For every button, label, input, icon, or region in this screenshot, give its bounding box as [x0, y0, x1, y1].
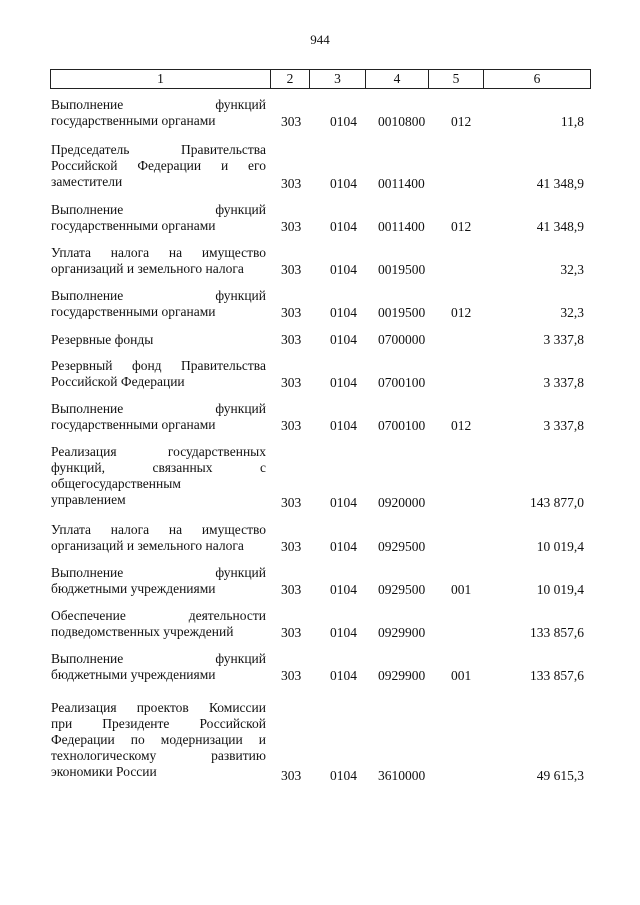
description-line: государственными органами: [51, 417, 216, 432]
cell-c6: 10 019,4: [536, 582, 584, 597]
cell-c3: 0104: [330, 625, 357, 640]
description-line: подведомственных учреждений: [51, 624, 234, 639]
cell-c2: 303: [281, 219, 302, 234]
cell-c6: 133 857,6: [530, 625, 584, 640]
row-description: [51, 522, 266, 554]
cell-c6: 41 348,9: [536, 176, 584, 191]
cell-c6: 32,3: [560, 262, 584, 277]
cell-c2: 303: [281, 114, 302, 129]
cell-c6: 133 857,6: [530, 668, 584, 683]
row-description: [51, 202, 266, 234]
cell-c2: 303: [281, 582, 302, 597]
cell-c4: 0011400: [378, 176, 425, 191]
cell-c2: 303: [281, 176, 302, 191]
cell-c3: 0104: [330, 539, 357, 554]
cell-c3: 0104: [330, 582, 357, 597]
cell-c3: 0104: [330, 495, 357, 510]
cell-c6: 143 877,0: [530, 495, 584, 510]
description-line: Реализация проектов Комиссии: [51, 700, 266, 715]
cell-c3: 0104: [330, 114, 357, 129]
description-line: Председатель Правительства: [51, 142, 266, 157]
cell-c3: 0104: [330, 332, 357, 347]
description-line: Выполнение функций: [51, 401, 266, 416]
cell-c6: 11,8: [560, 114, 584, 129]
row-description: [51, 358, 266, 390]
cell-c4: 0019500: [378, 305, 426, 320]
cell-c2: 303: [281, 625, 302, 640]
cell-c4: 0929900: [378, 625, 426, 640]
description-line: общегосударственным: [51, 476, 181, 491]
description-line: функций, связанных с: [51, 460, 266, 475]
header-col-3: 3: [310, 70, 366, 89]
page-number: 944: [310, 32, 330, 47]
description-line: Федерации по модернизации и: [51, 732, 266, 747]
cell-c4: 0929500: [378, 582, 426, 597]
row-description: [51, 401, 266, 433]
cell-c3: 0104: [330, 768, 357, 783]
cell-c5: 001: [451, 582, 472, 597]
cell-c6: 3 337,8: [543, 418, 584, 433]
cell-c2: 303: [281, 418, 302, 433]
cell-c2: 303: [281, 495, 302, 510]
description-line: Обеспечение деятельности: [51, 608, 266, 623]
cell-c3: 0104: [330, 668, 357, 683]
cell-c2: 303: [281, 332, 302, 347]
header-col-1: 1: [51, 70, 271, 89]
cell-c2: 303: [281, 305, 302, 320]
table-header: [50, 69, 591, 89]
description-line: Выполнение функций: [51, 565, 266, 580]
description-line: заместители: [51, 174, 123, 189]
header-col-4: 4: [366, 70, 429, 89]
description-line: государственными органами: [51, 113, 216, 128]
cell-c2: 303: [281, 539, 302, 554]
cell-c2: 303: [281, 262, 302, 277]
description-line: управлением: [51, 492, 126, 507]
description-line: Выполнение функций: [51, 202, 266, 217]
cell-c3: 0104: [330, 418, 357, 433]
cell-c2: 303: [281, 375, 302, 390]
cell-c6: 32,3: [560, 305, 584, 320]
cell-c4: 0011400: [378, 219, 425, 234]
row-description: [51, 288, 266, 320]
cell-c3: 0104: [330, 375, 357, 390]
header-col-6: 6: [484, 70, 591, 89]
cell-c4: 0929900: [378, 668, 426, 683]
cell-c2: 303: [281, 668, 302, 683]
cell-c3: 0104: [330, 219, 357, 234]
header-col-2: 2: [271, 70, 310, 89]
row-description: [51, 142, 266, 190]
cell-c3: 0104: [330, 262, 357, 277]
row-description: [51, 444, 266, 508]
cell-c5: 012: [451, 219, 472, 234]
description-line: при Президенте Российской: [51, 716, 266, 731]
description-line: экономики России: [51, 764, 157, 779]
cell-c4: 0929500: [378, 539, 426, 554]
cell-c6: 10 019,4: [536, 539, 584, 554]
description-line: государственными органами: [51, 218, 216, 233]
description-line: Резервный фонд Правительства: [51, 358, 266, 373]
description-line: Выполнение функций: [51, 97, 266, 112]
description-line: Российской Федерации и его: [51, 158, 266, 173]
row-description: [51, 700, 266, 780]
cell-c3: 0104: [330, 305, 357, 320]
description-line: Резервные фонды: [51, 332, 154, 347]
description-line: Уплата налога на имущество: [51, 522, 266, 537]
description-line: бюджетными учреждениями: [51, 581, 216, 596]
description-line: Российской Федерации: [51, 374, 185, 389]
cell-c5: 001: [451, 668, 472, 683]
description-line: организаций и земельного налога: [51, 261, 244, 276]
cell-c4: 0700100: [378, 375, 426, 390]
cell-c4: 0700000: [378, 332, 426, 347]
cell-c2: 303: [281, 768, 302, 783]
cell-c4: 0920000: [378, 495, 426, 510]
cell-c4: 3610000: [378, 768, 426, 783]
description-line: Уплата налога на имущество: [51, 245, 266, 260]
row-description: [51, 97, 266, 129]
description-line: Выполнение функций: [51, 288, 266, 303]
cell-c4: 0700100: [378, 418, 426, 433]
cell-c6: 3 337,8: [543, 332, 584, 347]
cell-c3: 0104: [330, 176, 357, 191]
description-line: Реализация государственных: [51, 444, 266, 459]
row-description: [51, 651, 266, 683]
description-line: организаций и земельного налога: [51, 538, 244, 553]
cell-c6: 49 615,3: [536, 768, 584, 783]
description-line: Выполнение функций: [51, 651, 266, 666]
cell-c6: 3 337,8: [543, 375, 584, 390]
cell-c5: 012: [451, 418, 472, 433]
row-description: [51, 608, 266, 640]
row-description: [51, 565, 266, 597]
description-line: бюджетными учреждениями: [51, 667, 216, 682]
cell-c5: 012: [451, 114, 472, 129]
description-line: технологическому развитию: [51, 748, 266, 763]
row-description: [51, 332, 266, 348]
cell-c6: 41 348,9: [536, 219, 584, 234]
cell-c4: 0019500: [378, 262, 426, 277]
header-col-5: 5: [429, 70, 484, 89]
cell-c5: 012: [451, 305, 472, 320]
cell-c4: 0010800: [378, 114, 426, 129]
description-line: государственными органами: [51, 304, 216, 319]
row-description: [51, 245, 266, 277]
